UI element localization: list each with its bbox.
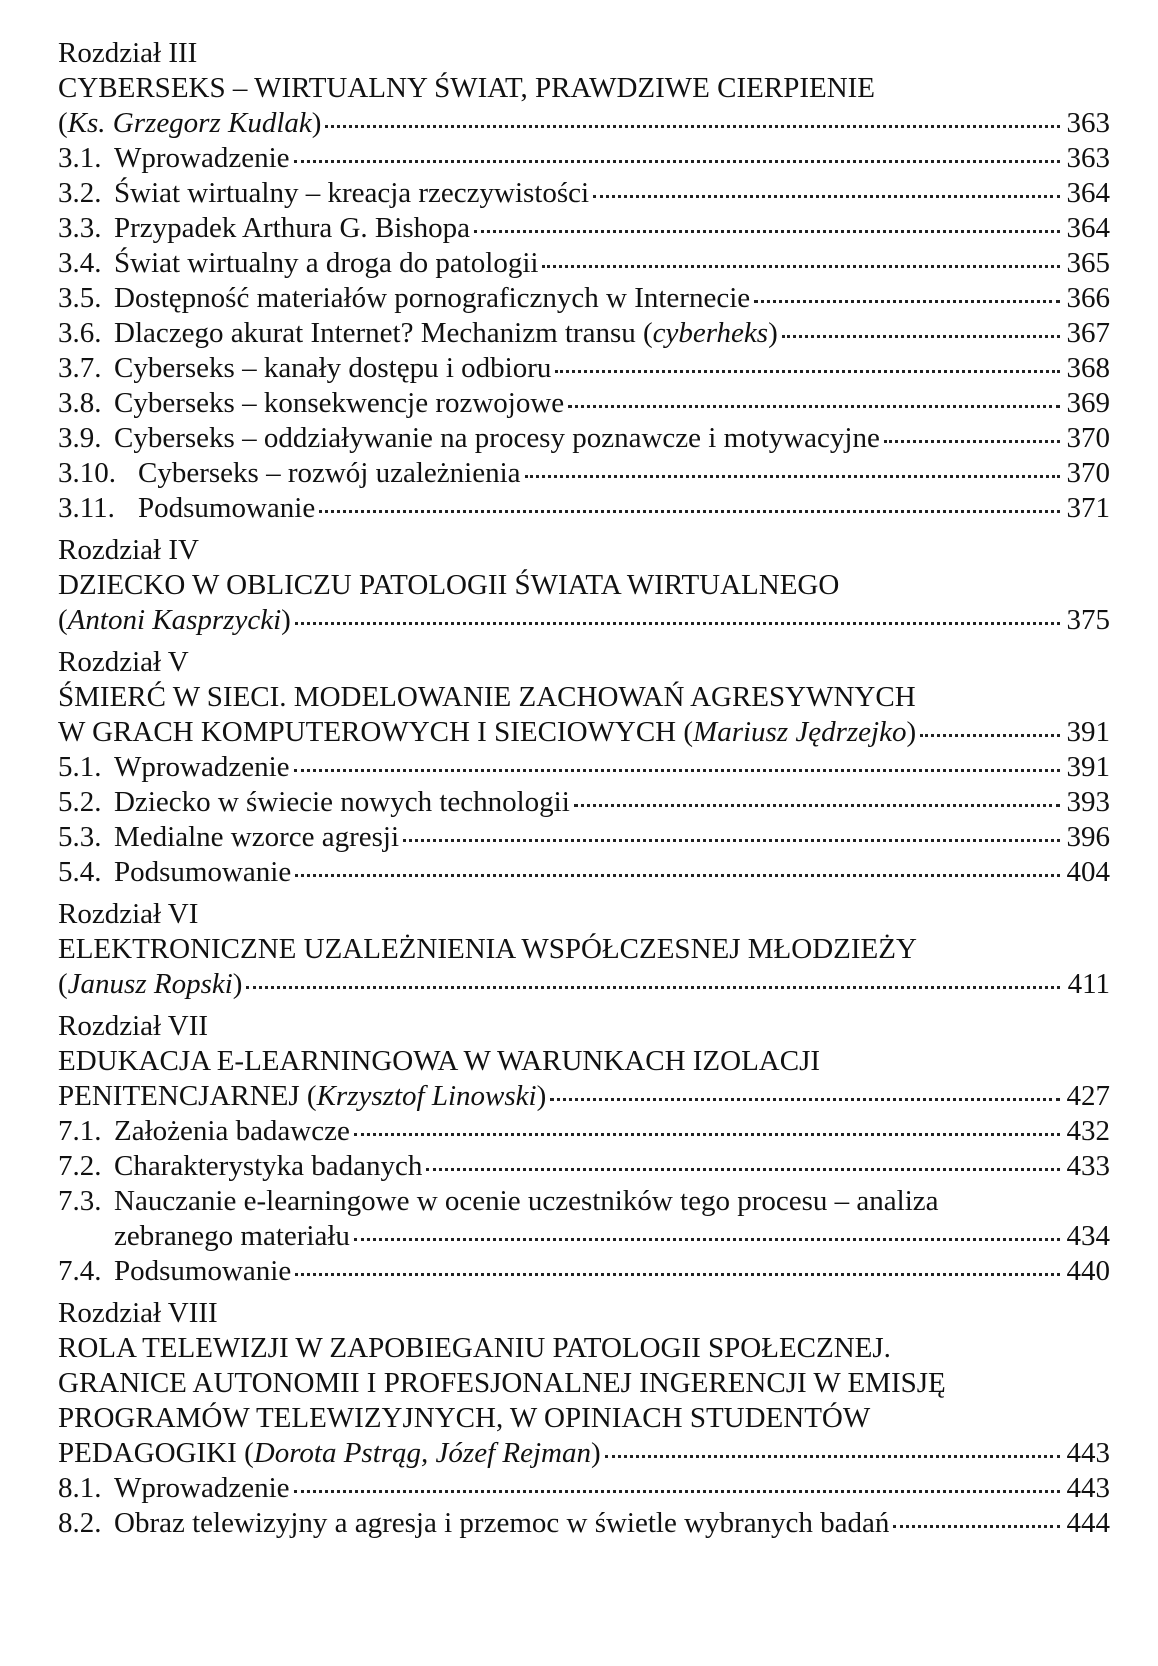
dot-leader (295, 1273, 1060, 1276)
chapter-title-line: EDUKACJA E-LEARNINGOWA W WARUNKACH IZOLACJI (58, 1045, 821, 1077)
section-title-text: Podsumowanie (114, 856, 292, 888)
chapter-author: Antoni Kasprzycki (67, 604, 282, 636)
page-number: 444 (1066, 1507, 1110, 1539)
chapter-author-line[interactable] (58, 603, 1110, 638)
chapter-title-line: ROLA TELEWIZJI W ZAPOBIEGANIU PATOLOGII SPOŁECZNEJ. (58, 1332, 891, 1364)
section-number: 7.1. (58, 1115, 102, 1147)
section-number: 3.5. (58, 282, 102, 314)
section-entry[interactable] (58, 1471, 1110, 1506)
section-title: Nauczanie e-learningowe w ocenie uczestników tego procesu – analiza (114, 1185, 939, 1217)
dot-leader (754, 300, 1060, 303)
section-title-after: ) (768, 317, 778, 349)
dot-leader (294, 1490, 1060, 1493)
chapter-title-end: (Janusz Ropski) (58, 968, 243, 1000)
chapter-author-line[interactable] (58, 1436, 1110, 1471)
section-entry[interactable] (58, 281, 1110, 316)
dot-leader (294, 160, 1060, 163)
dot-leader (426, 1168, 1060, 1171)
section-title (114, 1471, 290, 1506)
section-title-text: Obraz telewizyjny a agresja i przemoc w świetle wybranych badań (114, 1507, 890, 1539)
dot-leader (403, 839, 1060, 842)
section-title (138, 456, 521, 491)
section-entry[interactable] (58, 246, 1110, 281)
section-title (114, 1254, 291, 1289)
chapter-author: Janusz Ropski (67, 968, 233, 1000)
section-number: 3.3. (58, 212, 102, 244)
section-entry[interactable] (58, 1254, 1110, 1289)
section-entry[interactable] (58, 820, 1110, 855)
page-number: 370 (1066, 422, 1110, 454)
section-entry-first-line (58, 1184, 1110, 1219)
section-title-text: Wprowadzenie (114, 1472, 290, 1504)
section-title (114, 1114, 350, 1149)
page-number: 364 (1066, 177, 1110, 209)
chapter-title-end: (Antoni Kasprzycki) (58, 604, 291, 636)
section-number: 5.4. (58, 856, 102, 888)
table-of-contents (58, 36, 1110, 1548)
section-title-text: Medialne wzorce agresji (114, 821, 400, 853)
page-number: 396 (1066, 821, 1110, 853)
dot-leader (550, 1098, 1060, 1101)
chapter-label: Rozdział VII (58, 1010, 209, 1042)
section-title-text: Dziecko w świecie nowych technologii (114, 786, 570, 818)
section-title (114, 1506, 889, 1541)
page-number: 363 (1066, 142, 1110, 174)
section-title-text: Wprowadzenie (114, 142, 290, 174)
chapter-title-line: GRANICE AUTONOMII I PROFESJONALNEJ INGERENCJI W EMISJĘ (58, 1367, 946, 1399)
section-number: 5.1. (58, 751, 102, 783)
chapter-label: Rozdział VIII (58, 1297, 218, 1329)
section-title (114, 281, 750, 316)
page-number: 367 (1066, 317, 1110, 349)
section-title (114, 785, 570, 820)
chapter-title-end: (Ks. Grzegorz Kudlak) (58, 107, 322, 139)
page-number: 393 (1066, 786, 1110, 818)
page-number: 391 (1066, 751, 1110, 783)
page-number: 371 (1066, 492, 1110, 524)
section-title-text: Wprowadzenie (114, 751, 290, 783)
section-title (114, 316, 778, 351)
page-number: 434 (1066, 1220, 1110, 1252)
section-title-text: Podsumowanie (114, 1255, 292, 1287)
dot-leader (574, 804, 1060, 807)
chapter-title-line: PROGRAMÓW TELEWIZYJNYCH, W OPINIACH STUDENTÓW (58, 1402, 871, 1434)
chapter-author-line[interactable] (58, 715, 1110, 750)
page-number: 433 (1066, 1150, 1110, 1182)
chapter-label: Rozdział V (58, 646, 189, 678)
section-title (114, 750, 290, 785)
section-number: 3.8. (58, 387, 102, 419)
section-number: 3.1. (58, 142, 102, 174)
section-entry[interactable] (58, 386, 1110, 421)
chapter-author: Ks. Grzegorz Kudlak (67, 107, 312, 139)
page-number: 427 (1066, 1080, 1110, 1112)
page-number: 404 (1066, 856, 1110, 888)
section-entry[interactable] (58, 1506, 1110, 1541)
page-number: 364 (1066, 212, 1110, 244)
chapter-title-end: PENITENCJARNEJ (Krzysztof Linowski) (58, 1080, 547, 1112)
page-number: 443 (1066, 1472, 1110, 1504)
section-title-text: Charakterystyka badanych (114, 1150, 423, 1182)
dot-leader (295, 622, 1060, 625)
chapter-author-line[interactable] (58, 967, 1110, 1002)
dot-leader (319, 510, 1060, 513)
chapter-title-end: PEDAGOGIKI (Dorota Pstrąg, Józef Rejman) (58, 1437, 601, 1469)
chapter-label: Rozdział III (58, 37, 198, 69)
section-title (114, 351, 551, 386)
section-title (114, 176, 589, 211)
chapter-title-end: W GRACH KOMPUTEROWYCH I SIECIOWYCH (Mariusz Jędrzejko) (58, 716, 917, 748)
chapter-entry[interactable] (58, 1296, 1110, 1541)
chapter-title-line: ŚMIERĆ W SIECI. MODELOWANIE ZACHOWAŃ AGRESYWNYCH (58, 681, 916, 713)
chapter-entry[interactable] (58, 645, 1110, 890)
page-number: 368 (1066, 352, 1110, 384)
dot-leader (295, 874, 1060, 877)
section-title (114, 246, 538, 281)
section-title-text: Cyberseks – kanały dostępu i odbioru (114, 352, 552, 384)
dot-leader (555, 370, 1060, 373)
section-title-text: Świat wirtualny – kreacja rzeczywistości (114, 177, 590, 209)
section-title (114, 855, 291, 890)
section-entry[interactable] (58, 421, 1110, 456)
chapter-entry[interactable] (58, 1009, 1110, 1289)
chapter-title-line: CYBERSEKS – WIRTUALNY ŚWIAT, PRAWDZIWE CIERPIENIE (58, 72, 876, 104)
dot-leader (354, 1133, 1060, 1136)
chapter-title-line: ELEKTRONICZNE UZALEŻNIENIA WSPÓŁCZESNEJ MŁODZIEŻY (58, 933, 917, 965)
page-number: 432 (1066, 1115, 1110, 1147)
section-entry[interactable] (58, 785, 1110, 820)
dot-leader (542, 265, 1060, 268)
section-entry[interactable] (58, 1219, 1110, 1254)
dot-leader (884, 440, 1060, 443)
dot-leader (605, 1455, 1060, 1458)
section-title-text: Cyberseks – konsekwencje rozwojowe (114, 387, 565, 419)
section-title (114, 141, 290, 176)
section-entry[interactable] (58, 855, 1110, 890)
section-title-text: Dostępność materiałów pornograficznych w Internecie (114, 282, 751, 314)
section-number: 3.10. (58, 457, 116, 489)
dot-leader (593, 195, 1060, 198)
page-number: 366 (1066, 282, 1110, 314)
section-entry[interactable] (58, 1149, 1110, 1184)
section-number: 7.3. (58, 1185, 102, 1217)
section-title-text: Świat wirtualny a droga do patologii (114, 247, 539, 279)
chapter-title-tail: PENITENCJARNEJ (58, 1080, 307, 1112)
chapter-author-line[interactable] (58, 1079, 1110, 1114)
section-number: 3.7. (58, 352, 102, 384)
chapter-label: Rozdział IV (58, 534, 199, 566)
page-number: 440 (1066, 1255, 1110, 1287)
section-title (114, 1149, 422, 1184)
section-entry[interactable] (58, 211, 1110, 246)
dot-leader (782, 335, 1060, 338)
section-number: 5.2. (58, 786, 102, 818)
chapter-title-line: DZIECKO W OBLICZU PATOLOGII ŚWIATA WIRTUALNEGO (58, 569, 840, 601)
section-title-text: Podsumowanie (138, 492, 316, 524)
section-number: 3.11. (58, 492, 115, 524)
section-title-text: Cyberseks – rozwój uzależnienia (138, 457, 521, 489)
section-entry[interactable] (58, 141, 1110, 176)
page-number: 411 (1067, 968, 1110, 1000)
section-entry[interactable] (58, 316, 1110, 351)
section-title-text: Założenia badawcze (114, 1115, 350, 1147)
section-entry[interactable] (58, 351, 1110, 386)
page-number: 369 (1066, 387, 1110, 419)
section-number: 3.9. (58, 422, 102, 454)
section-entry[interactable] (58, 176, 1110, 211)
chapter-title-tail: PEDAGOGIKI (58, 1437, 245, 1469)
dot-leader (354, 1238, 1060, 1241)
section-entry[interactable] (58, 456, 1110, 491)
section-number: 8.2. (58, 1507, 102, 1539)
section-number: 5.3. (58, 821, 102, 853)
dot-leader (294, 769, 1060, 772)
section-number: 7.2. (58, 1150, 102, 1182)
chapter-label: Rozdział VI (58, 898, 199, 930)
section-entry[interactable] (58, 1114, 1110, 1149)
dot-leader (246, 986, 1060, 989)
section-entry[interactable] (58, 750, 1110, 785)
section-number: 8.1. (58, 1472, 102, 1504)
chapter-author: Dorota Pstrąg, Józef Rejman (253, 1437, 591, 1469)
section-number: 3.2. (58, 177, 102, 209)
section-title-text: Dlaczego akurat Internet? Mechanizm transu ( (114, 317, 653, 349)
page-number: 375 (1066, 604, 1110, 636)
dot-leader (893, 1525, 1060, 1528)
section-title (114, 1219, 350, 1254)
chapter-title-tail: W GRACH KOMPUTEROWYCH I SIECIOWYCH (58, 716, 684, 748)
section-title-text: Przypadek Arthura G. Bishopa (114, 212, 470, 244)
section-title-emphasis: cyberheks (652, 317, 769, 349)
section-entry[interactable] (58, 491, 1110, 526)
dot-leader (325, 125, 1060, 128)
page-number: 391 (1066, 716, 1110, 748)
page-number: 363 (1066, 107, 1110, 139)
dot-leader (525, 475, 1061, 478)
section-number: 3.6. (58, 317, 102, 349)
section-number: 3.4. (58, 247, 102, 279)
chapter-entry[interactable] (58, 897, 1110, 1002)
dot-leader (474, 230, 1060, 233)
section-title (114, 421, 880, 456)
section-title (114, 211, 470, 246)
section-title (114, 386, 564, 421)
section-title (138, 491, 315, 526)
section-title (114, 820, 399, 855)
chapter-author: Mariusz Jędrzejko (693, 716, 907, 748)
chapter-author-line[interactable] (58, 106, 1110, 141)
section-title-text: zebranego materiału (114, 1220, 350, 1252)
section-title-text: Cyberseks – oddziaływanie na procesy poznawcze i motywacyjne (114, 422, 880, 454)
chapter-entry[interactable] (58, 533, 1110, 638)
dot-leader (568, 405, 1060, 408)
chapter-author: Krzysztof Linowski (316, 1080, 537, 1112)
page-number: 443 (1066, 1437, 1110, 1469)
section-number: 7.4. (58, 1255, 102, 1287)
page-number: 370 (1066, 457, 1110, 489)
page-number: 365 (1066, 247, 1110, 279)
dot-leader (920, 734, 1060, 737)
chapter-entry[interactable] (58, 36, 1110, 526)
